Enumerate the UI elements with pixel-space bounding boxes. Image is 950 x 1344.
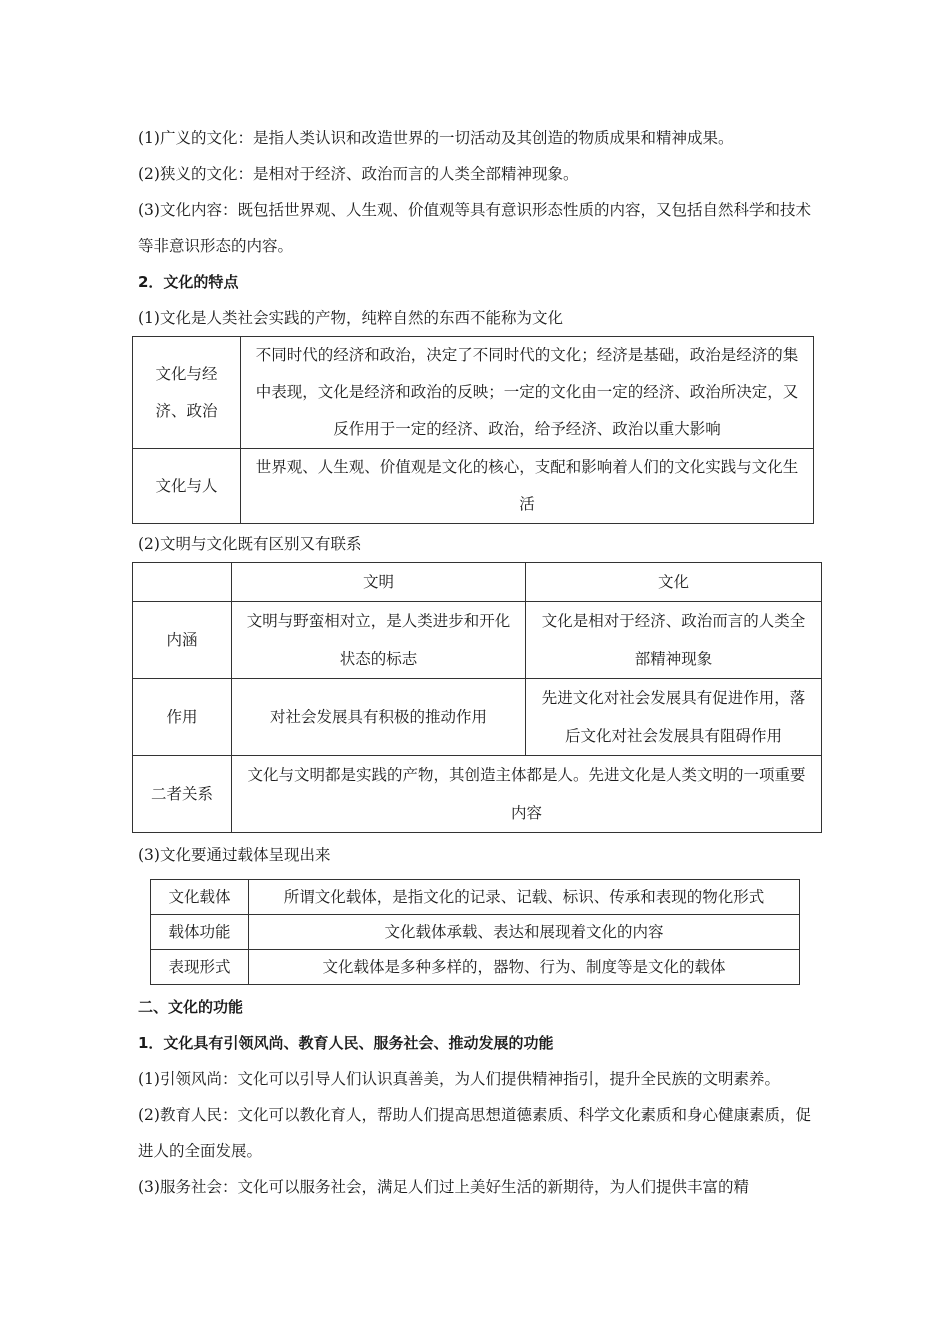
table-cell-text: 文化载体承载、表达和展现着文化的内容 xyxy=(249,915,800,950)
table-cell-civilization: 对社会发展具有积极的推动作用 xyxy=(232,679,526,756)
civilization-culture-table xyxy=(132,562,822,833)
table-cell-text: 文化载体是多种多样的，器物、行为、制度等是文化的载体 xyxy=(249,950,800,985)
table-cell-text: 世界观、人生观、价值观是文化的核心，支配和影响着人们的文化实践与文化生活 xyxy=(241,449,814,524)
sub-heading-functions: 1．文化具有引领风尚、教育人民、服务社会、推动发展的功能 xyxy=(138,1034,554,1052)
table-cell-label: 载体功能 xyxy=(151,915,249,950)
table-cell-label: 二者关系 xyxy=(133,756,232,833)
table-cell-text: 所谓文化载体，是指文化的记录、记载、标识、传承和表现的物化形式 xyxy=(249,880,800,915)
table-cell-label: 文化与人 xyxy=(133,449,241,524)
table-cell-text: 不同时代的经济和政治，决定了不同时代的文化；经济是基础，政治是经济的集中表现，文化是经济和政治的反映；一定的文化由一定的经济、政治所决定，又反作用于一定的经济、政治，给予经济、政治以重大影响 xyxy=(241,337,814,449)
table-row xyxy=(133,337,814,449)
feature-3-text: (3)文化要通过载体呈现出来 xyxy=(138,846,331,864)
table-row xyxy=(151,880,800,915)
function-item: (2)教育人民：文化可以教化育人，帮助人们提高思想道德素质、科学文化素质和身心健康素质，促进人的全面发展。 xyxy=(138,1106,811,1160)
table-header-empty xyxy=(133,563,232,602)
table-row xyxy=(133,679,822,756)
table-header-culture: 文化 xyxy=(526,563,822,602)
table-row xyxy=(133,449,814,524)
table-cell-label: 内涵 xyxy=(133,602,232,679)
section-heading-features: 2．文化的特点 xyxy=(138,273,239,291)
table-cell-label: 表现形式 xyxy=(151,950,249,985)
function-item: (1)引领风尚：文化可以引导人们认识真善美，为人们提供精神指引，提升全民族的文明素养。 xyxy=(138,1070,780,1088)
table-row xyxy=(133,756,822,833)
document-page xyxy=(138,120,822,1205)
definition-broad: (1)广义的文化：是指人类认识和改造世界的一切活动及其创造的物质成果和精神成果。 xyxy=(138,129,734,147)
definition-content: (3)文化内容：既包括世界观、人生观、价值观等具有意识形态性质的内容，又包括自然科学和技术等非意识形态的内容。 xyxy=(138,201,811,255)
table-cell-culture: 先进文化对社会发展具有促进作用，落后文化对社会发展具有阻碍作用 xyxy=(526,679,822,756)
table-cell-civilization: 文明与野蛮相对立，是人类进步和开化状态的标志 xyxy=(232,602,526,679)
culture-carrier-table xyxy=(150,879,800,985)
table-header-row xyxy=(133,563,822,602)
culture-relation-table xyxy=(132,336,814,524)
definition-narrow: (2)狭义的文化：是相对于经济、政治而言的人类全部精神现象。 xyxy=(138,165,579,183)
function-item: (3)服务社会：文化可以服务社会，满足人们过上美好生活的新期待，为人们提供丰富的精 xyxy=(138,1178,749,1196)
feature-1-text: (1)文化是人类社会实践的产物，纯粹自然的东西不能称为文化 xyxy=(138,309,563,327)
table-cell-culture: 文化是相对于经济、政治而言的人类全部精神现象 xyxy=(526,602,822,679)
table-row xyxy=(133,602,822,679)
part-heading-functions: 二、文化的功能 xyxy=(138,998,244,1016)
table-row xyxy=(151,915,800,950)
feature-2-text: (2)文明与文化既有区别又有联系 xyxy=(138,535,362,553)
table-header-civilization: 文明 xyxy=(232,563,526,602)
table-cell-label: 作用 xyxy=(133,679,232,756)
table-cell-relation: 文化与文明都是实践的产物，其创造主体都是人。先进文化是人类文明的一项重要内容 xyxy=(232,756,822,833)
table-cell-label: 文化载体 xyxy=(151,880,249,915)
table-cell-label: 文化与经济、政治 xyxy=(133,337,241,449)
table-row xyxy=(151,950,800,985)
